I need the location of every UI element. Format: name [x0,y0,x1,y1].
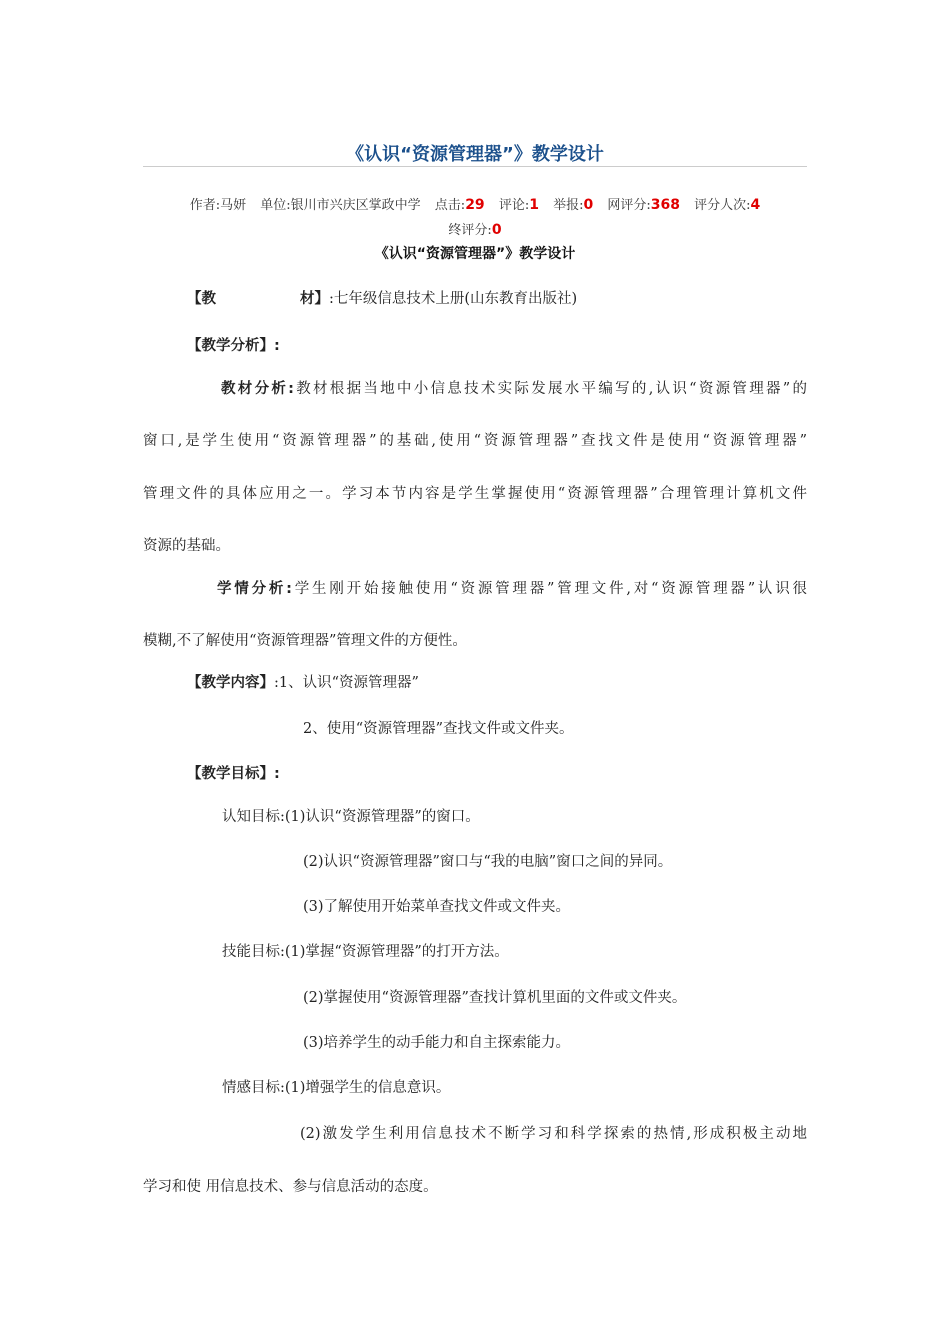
material-analysis-label: 教材分析: [221,381,294,397]
student-analysis-line1 [217,577,807,598]
material-analysis-line3: 管理文件的具体应用之一。学习本节内容是学生掌握使用“资源管理器”合理管理计算机文件 [143,486,807,502]
analysis-heading: 【教学分析】: [187,338,280,354]
raters-label: 评分人次: [694,198,751,213]
emotion-goal-line1 [222,1076,450,1097]
student-analysis-line2: 模糊,不了解使用“资源管理器”管理文件的方便性。 [143,633,467,649]
reports-label: 举报: [553,198,584,213]
emotion-goal-1: (1)增强学生的信息意识。 [284,1080,451,1096]
cognitive-goal-1: (1)认识“资源管理器”的窗口。 [284,809,480,825]
author-label: 作者: [189,198,221,213]
content-item2: 2、使用“资源管理器”查找文件或文件夹。 [303,721,574,737]
emotion-goal-2b: 学习和使 用信息技术、参与信息活动的态度。 [143,1179,438,1195]
material-line [187,287,577,308]
final-score-label: 终评分: [448,223,492,238]
web-score-value: 368 [650,197,680,213]
comments-label: 评论: [498,198,530,213]
skill-goal-2: (2)掌握使用“资源管理器”查找计算机里面的文件或文件夹。 [303,990,687,1006]
raters-count: 4 [750,197,761,213]
content-line1 [187,671,419,692]
goals-heading: 【教学目标】: [187,766,280,782]
final-score-value: 0 [491,222,502,238]
document-subtitle: 《认识“资源管理器”》教学设计 [374,246,576,262]
web-score-label: 网评分: [607,198,651,213]
skill-goal-3: (3)培养学生的动手能力和自主探索能力。 [303,1035,571,1051]
cognitive-goal-line1 [222,805,480,826]
emotion-goal-2a: (2)激发学生利用信息技术不断学习和科学探索的热情,形成积极主动地 [300,1126,807,1142]
material-label-b: 材】 [300,291,329,307]
unit-name: 银川市兴庆区掌政中学 [290,198,421,213]
unit-label: 单位: [260,198,291,213]
material-analysis-line4: 资源的基础。 [143,538,230,554]
material-label-a: 【教 [187,291,216,307]
title-divider [143,166,807,167]
material-analysis-line1 [221,377,807,398]
content-heading: 【教学内容】 [187,675,274,691]
cognitive-label: 认知目标: [222,809,285,825]
student-analysis-label: 学情分析: [217,581,292,597]
material-text: :七年级信息技术上册(山东教育出版社) [329,291,578,307]
page-title: 《认识“资源管理器”》教学设计 [346,144,604,165]
cognitive-goal-3: (3)了解使用开始菜单查找文件或文件夹。 [303,899,571,915]
skill-goal-1: (1)掌握“资源管理器”的打开方法。 [284,944,509,960]
comments-count: 1 [529,197,539,213]
emotion-label: 情感目标: [222,1080,285,1096]
content-item1: :1、认识“资源管理器” [274,675,419,691]
clicks-label: 点击: [434,198,466,213]
clicks-count: 29 [465,197,485,213]
skill-goal-line1 [222,940,509,961]
cognitive-goal-2: (2)认识“资源管理器”窗口与“我的电脑”窗口之间的异同。 [303,854,673,870]
article-meta [143,193,807,243]
skill-label: 技能目标: [222,944,285,960]
author-name: 马妍 [220,198,247,213]
material-analysis-line2: 窗口,是学生使用“资源管理器”的基础,使用“资源管理器”查找文件是使用“资源管理器” [143,433,807,449]
material-analysis-text1: 教材根据当地中小信息技术实际发展水平编写的,认识“资源管理器”的 [293,381,807,397]
student-analysis-text1: 学生刚开始接触使用“资源管理器”管理文件,对“资源管理器”认识很 [291,581,807,597]
reports-count: 0 [583,197,594,213]
